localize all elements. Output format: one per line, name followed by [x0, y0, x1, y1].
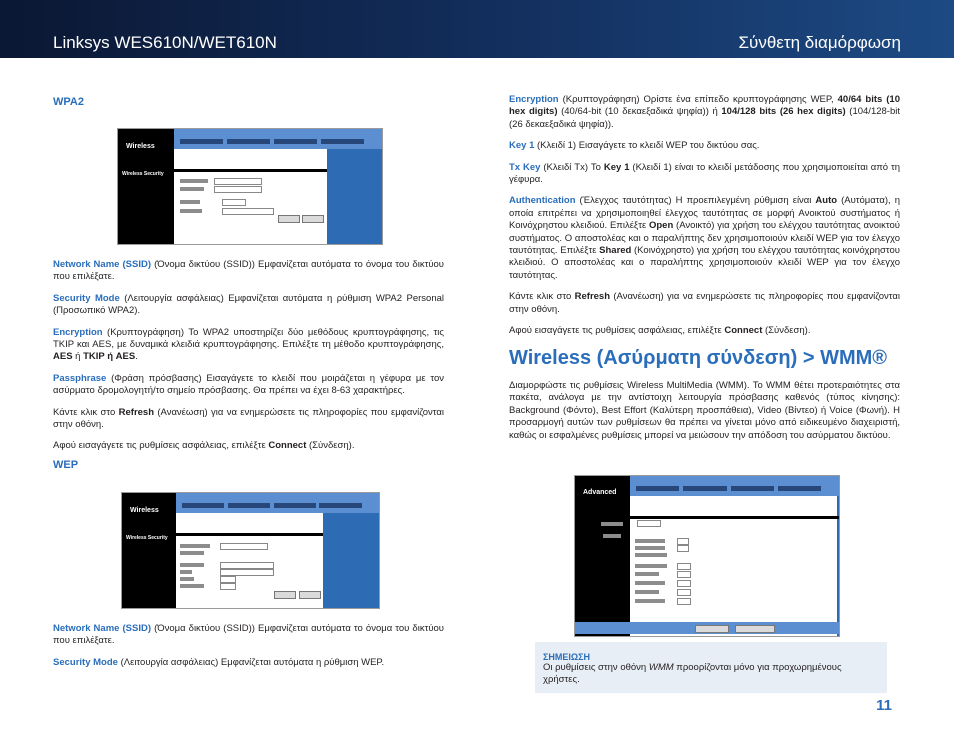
screenshot-tabs-bar	[176, 493, 379, 513]
screenshot-sidebar-label: Wireless	[130, 507, 159, 514]
screenshot-tabs-bar	[174, 129, 382, 149]
term-authentication: Authentication	[509, 195, 576, 207]
left-column-text-2: Network Name (SSID) (Όνομα δικτύου (SSID)) Εμφανίζεται αυτόματα το όνομα του δικτύου που επιλέξατε. Security Mode (Λειτουργία ασφάλειας) Εμφανίζεται αυτόματα η ρύθμιση WEP.	[53, 623, 444, 668]
page-number: 11	[876, 697, 892, 714]
left-column-text: Network Name (SSID) (Όνομα δικτύου (SSID)) Εμφανίζεται αυτόματα το όνομα του δικτύου που επιλέξατε. Security Mode (Λειτουργία ασφάλειας) Εμφανίζεται αυτόματα η ρύθμιση WPA2 Personal (Προσωπικό WPA2). Encryption (Κρυπτογράφηση) Το WPA2 υποστηρίζει δύο μεθόδους κρυπτογράφησης, τις TKIP και AES, με δυναμικά κλειδιά κρυπτογράφησης. Επιλέξτε τη μέθοδο κρυπτογράφησης, AES ή TKIP ή AES. Passphrase (Φράση πρόσβασης) Εισαγάγετε το κλειδί που μοιράζεται η γέφυρα με τον ασύρματο δρομολογητή/το σημείο πρόσβασης. Θα πρέπει να έχει 8-63 χαρακτήρες. Κάντε κλικ στο Refresh (Ανανέωση) για να ενημερώσετε τις πληροφορίες που εμφανίζονται στην οθόνη. Αφού εισαγάγετε τις ρυθμίσεις ασφάλειας, επιλέξτε Connect (Σύνδεση).	[53, 259, 445, 452]
term-key1: Key 1	[509, 140, 535, 152]
screenshot-section-label: Wireless Security	[126, 535, 168, 541]
wmm-heading: Wireless (Ασύρματη σύνδεση) > WMM®	[509, 347, 888, 369]
note-box	[535, 642, 887, 693]
screenshot-sidebar	[118, 129, 174, 244]
right-column-text: Encryption (Κρυπτογράφηση) Ορίστε ένα επίπεδο κρυπτογράφησης WEP, 40/64 bits (10 hex digits) (40/64-bit (10 δεκαεξαδικά ψηφία)) ή 104/128 bits (26 hex digits) (104/128-bit (26 δεκαεξαδικά ψηφία)). Key 1 (Κλειδί 1) Εισαγάγετε το κλειδί WEP του δικτύου σας. Tx Key (Κλειδί Tx) Το Key 1 (Κλειδί 1) είναι το κλειδί μετάδοσης που χρησιμοποιείται από τη γέφυρα. Authentication (Έλεγχος ταυτότητας) Η προεπιλεγμένη ρύθμιση είναι Auto (Αυτόματα), η οποία επιτρέπει να χρησιμοποιηθεί έλεγχος ταυτότητας σε μορφή Ανοικτού συστήματος ή Κοινόχρηστου κλειδιού. Επιλέξτε Open (Ανοικτό) για χρήση του ελέγχου ταυτότητας ανοικτού συστήματος. Ο αποστολέας και ο παραλήπτης δεν χρησιμοποιούν κλειδί WEP για τον έλεγχο ταυτότητας. Επιλέξτε Shared (Κοινόχρηστο) για χρήση του ελέγχου ταυτότητας κοινόχρηστου κλειδιού. Ο αποστολέας και ο παραλήπτης χρησιμοποιούν κλειδί WEP για τον έλεγχο ταυτότητας. Κάντε κλικ στο Refresh (Ανανέωση) για να ενημερώσετε τις πληροφορίες που εμφανίζονται στην οθόνη. Αφού εισαγάγετε τις ρυθμίσεις ασφάλειας, επιλέξτε Connect (Σύνδεση).	[509, 94, 901, 337]
term-security-mode-wep: Security Mode	[53, 656, 118, 668]
page-header	[0, 0, 954, 58]
wmm-screenshot	[574, 475, 840, 637]
term-encryption: Encryption	[53, 326, 103, 338]
wmm-description: Διαμορφώστε τις ρυθμίσεις Wireless MultiMedia (WMM). Το WMM θέτει προτεραιότητες στα πακέτα, ανάλογα με την αντίστοιχη λειτουργία πρόσβασης καθενός (τύπος κίνησης): Background (Φόντο), Best Effort (Καλύτερη προσπάθεια), Video (Βίντεο) ή Voice (Φωνή). Η προσαρμογή αυτών των ρυθμίσεων θα πρέπει να γίνεται μόνο από ειδικευμένο διαχειριστή, καθώς οι εσφαλμένες ρυθμίσεις μπορεί να μειώσουν την απόδοση του ασύρματου δικτύου.	[509, 380, 900, 441]
header-section-title: Σύνθετη διαμόρφωση	[738, 33, 901, 52]
term-network-name-wep: Network Name (SSID)	[53, 623, 151, 634]
wpa2-heading: WPA2	[53, 96, 84, 108]
screenshot-sidebar	[122, 493, 176, 608]
term-security-mode: Security Mode	[53, 292, 120, 304]
screenshot-sidebar	[575, 476, 630, 636]
wep-screenshot	[121, 492, 380, 609]
term-tx-key: Tx Key	[509, 161, 541, 173]
term-encryption-wep: Encryption	[509, 94, 559, 105]
note-text: Οι ρυθμίσεις στην οθόνη WMM προορίζονται μόνο για προχωρημένους χρήστες.	[543, 662, 842, 685]
screenshot-section-label: Wireless Security	[122, 171, 164, 177]
header-product-title: Linksys WES610N/WET610N	[53, 33, 277, 52]
screenshot-sidebar-label: Advanced	[583, 489, 617, 496]
wpa2-screenshot	[117, 128, 383, 245]
screenshot-sidebar-label: Wireless	[126, 143, 155, 150]
screenshot-tabs-bar	[630, 476, 839, 496]
term-passphrase: Passphrase	[53, 372, 107, 384]
term-network-name: Network Name (SSID)	[53, 259, 151, 270]
note-heading: ΣΗΜΕΙΩΣΗ	[543, 652, 591, 662]
wep-heading: WEP	[53, 459, 79, 471]
